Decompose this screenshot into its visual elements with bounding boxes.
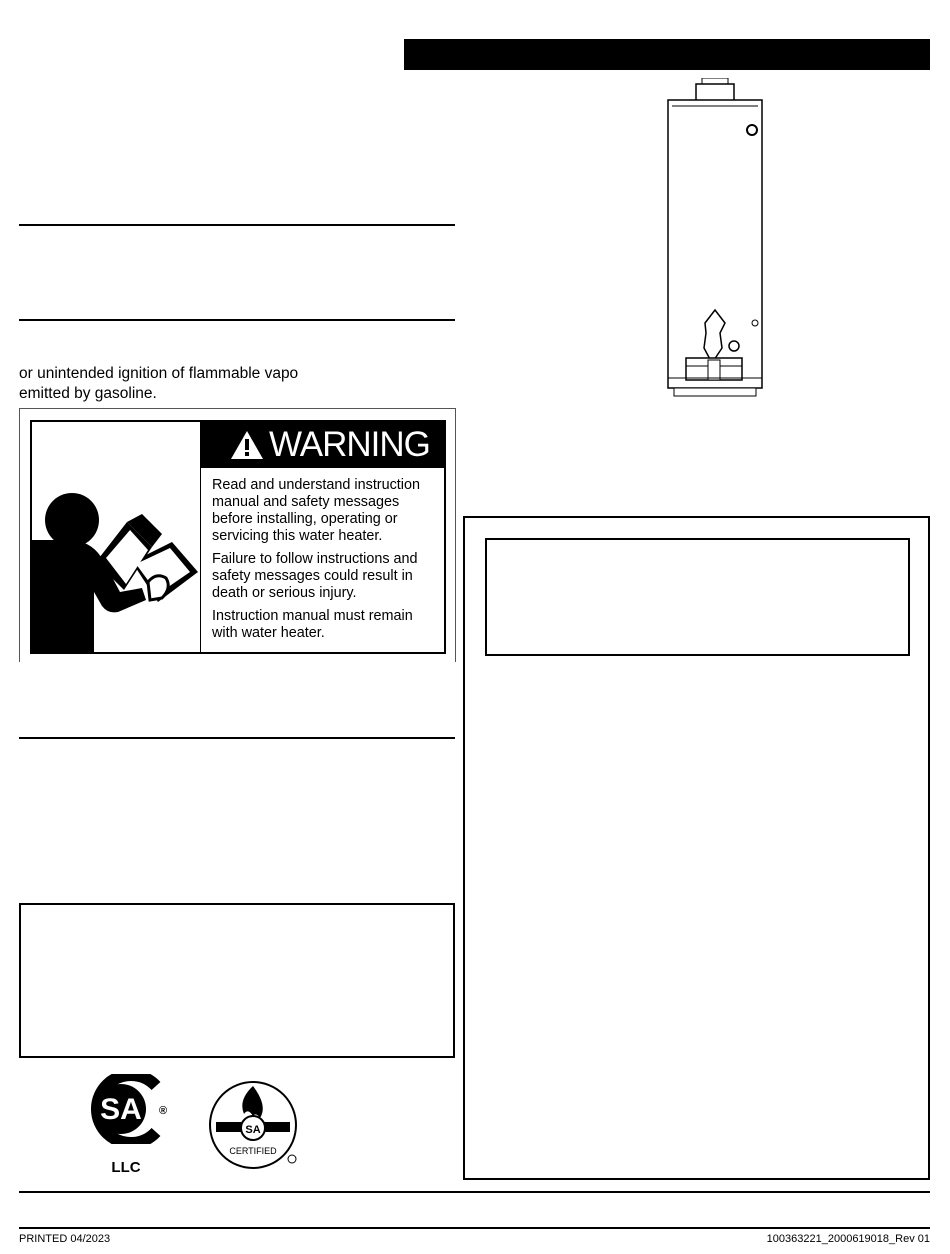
divider-rule [19,1191,930,1193]
csa-logo-caption: LLC [111,1159,141,1176]
csa-logo [86,1074,176,1144]
intro-text [19,364,449,404]
warning-paragraph: Failure to follow instructions and safety messages could result in death or serious injury. [212,551,418,601]
warning-triangle-icon [229,429,265,461]
right-info-box [463,516,930,1180]
footer-part-number: 100363221_2000619018_Rev 01 [766,1233,930,1245]
warning-header [201,422,444,468]
intro-text-line: emitted by gasoline. [19,385,157,402]
svg-text:®: ® [159,1105,168,1117]
warning-paragraph: Read and understand instruction manual and safety messages before installing, operating or servicing this water heater. [212,477,421,544]
warning-label [19,408,456,662]
divider-rule [19,319,455,321]
certified-seal-logo [208,1078,308,1178]
divider-rule [19,224,455,226]
certified-seal-text: CERTIFIED [229,1146,277,1156]
warning-paragraph: Instruction manual must remain with water heater. [212,608,413,641]
water-heater-illustration [660,78,770,398]
warning-body [212,477,442,648]
right-inner-box [485,538,910,656]
intro-text-line: or unintended ignition of flammable vapo [19,365,299,382]
divider-rule [19,1227,930,1229]
svg-text:SA: SA [245,1124,261,1136]
left-notice-box [19,903,455,1058]
warning-header-text: WARNING [269,425,430,464]
svg-text:SA: SA [100,1093,142,1126]
reading-person-icon [32,422,200,652]
warning-label-frame [30,420,446,654]
footer-printed-date: PRINTED 04/2023 [19,1233,111,1245]
title-bar [404,39,930,70]
divider-rule [19,737,455,739]
